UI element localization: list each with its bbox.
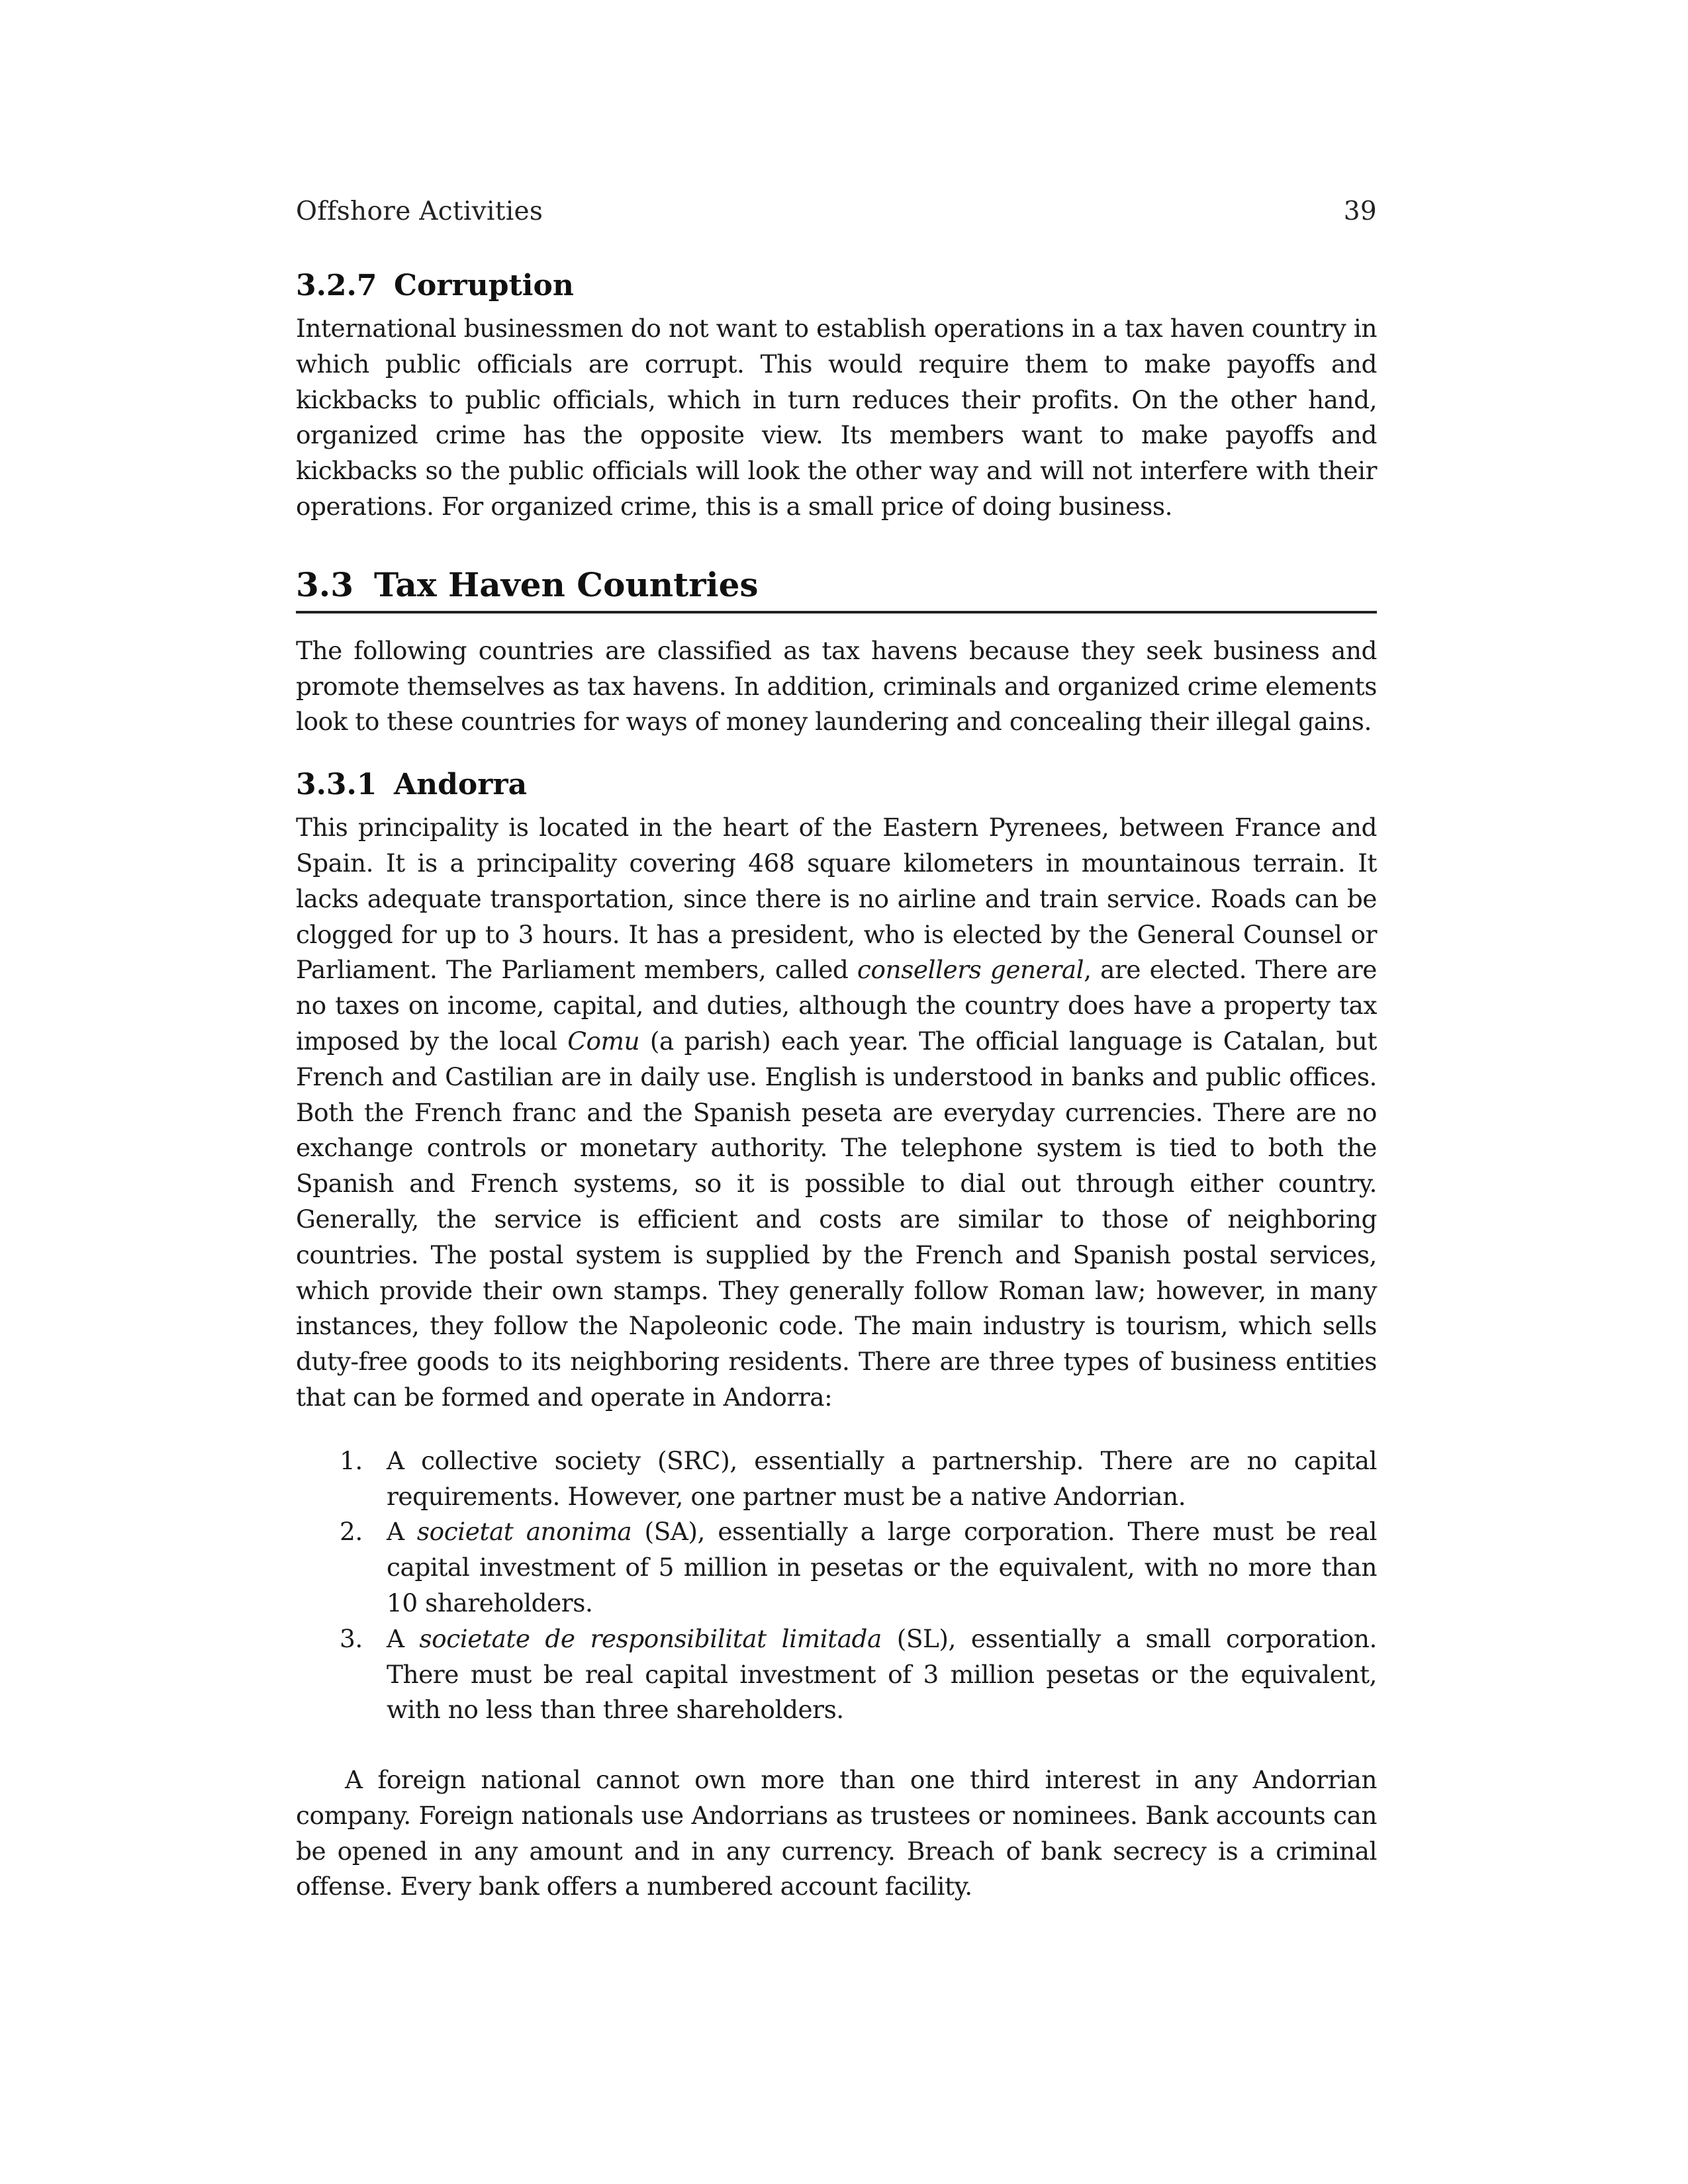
heading-title: Tax Haven Countries bbox=[374, 565, 759, 604]
list-marker: 1. bbox=[340, 1445, 363, 1475]
running-header bbox=[296, 192, 1377, 232]
text-run: , are elected. There are no taxes on income, capital, and duties, although the country does have a property tax imposed by the local bbox=[296, 955, 1377, 1056]
italic-term: consellers general bbox=[857, 955, 1084, 985]
tax-havens-paragraph: The following countries are classified as tax havens because they seek business and promote themselves as tax havens. In addition, criminals and organized crime elements look to these countries for ways of money laundering and concealing their illegal gains. bbox=[296, 635, 1377, 737]
italic-term: societat anonima bbox=[416, 1517, 632, 1547]
list-item bbox=[296, 1443, 1377, 1515]
text-run: A bbox=[387, 1623, 420, 1653]
heading-number: 3.3.1 bbox=[296, 768, 377, 802]
andorra-paragraph bbox=[296, 810, 1377, 1416]
heading-number: 3.2.7 bbox=[296, 269, 377, 302]
list-marker: 3. bbox=[340, 1623, 363, 1653]
text-run: (a parish) each year. The official language is Catalan, but French and Castilian are in daily use. English is understood in banks and public offices. Both the French franc and the Spanish peseta are everyday currencies. There are no exchange controls or monetary authority. The telephone system is tied to both the Spanish and French systems, so it is possible to dial out through either country. Generally, the service is efficient and costs are similar to those of neighboring countries. The postal system is supplied by the French and Spanish postal services, which provide their own stamps. They generally follow Roman law; however, in many instances, they follow the Napoleonic code. The main industry is tourism, which sells duty-free goods to its neighboring residents. There are three types of business entities that can be formed and operate in Andorra: bbox=[296, 1026, 1377, 1412]
italic-term: Comu bbox=[567, 1026, 640, 1056]
corruption-paragraph: International businessmen do not want to establish operations in a tax haven country in which public officials are corrupt. This would require them to make payoffs and kickbacks to public officials, which in turn reduces their profits. On the other hand, organized crime has the opposite view. Its members want to make payoffs and kickbacks so the public officials will look the other way and will not interfere with their operations. For organized crime, this is a small price of doing business. bbox=[296, 314, 1377, 521]
text-run: (SA), essentially a large corporation. There must be real capital investment of 5 million in pesetas or the equivalent, with no more than 10 shareholders. bbox=[387, 1517, 1377, 1617]
heading-title: Corruption bbox=[394, 269, 574, 302]
text-run: (SL), essentially a small corporation. There must be real capital investment of 3 million pesetas or the equivalent, with no less than three shareholders. bbox=[387, 1623, 1377, 1725]
italic-term: societate de responsibilitat limitada bbox=[419, 1623, 882, 1653]
list-marker: 2. bbox=[340, 1517, 363, 1547]
text-run: This principality is located in the heart of the Eastern Pyrenees, between France and Spain. It is a principality covering 468 square kilometers in mountainous terrain. It lacks adequate transportation, since there is no airline and train service. Roads can be clogged for up to 3 hours. It has a president, who is elected by the General Counsel or Parliament. The Parliament members, called bbox=[296, 813, 1377, 985]
page-number: 39 bbox=[1343, 197, 1377, 226]
heading-corruption bbox=[296, 266, 1377, 306]
closing-paragraph: A foreign national cannot own more than one third interest in any Andorrian company. Foreign nationals use Andorrians as trustees or nominees. Bank accounts can be opened in any amount and in any currency. Breach of bank secrecy is a criminal offense. Every bank offers a numbered account facility. bbox=[296, 1765, 1377, 1901]
heading-andorra bbox=[296, 765, 1377, 805]
text-run: A bbox=[387, 1517, 417, 1547]
list-item bbox=[296, 1514, 1377, 1621]
heading-number: 3.3 bbox=[296, 565, 353, 604]
list-item-text: A collective society (SRC), essentially a partnership. There are no capital requirements. However, one partner must be a native Andorrian. bbox=[387, 1445, 1377, 1511]
business-entities-list bbox=[296, 1443, 1377, 1728]
heading-tax-haven-countries bbox=[296, 563, 1377, 614]
heading-title: Andorra bbox=[394, 768, 528, 802]
book-page bbox=[296, 192, 1377, 1905]
running-title: Offshore Activities bbox=[296, 197, 543, 226]
list-item bbox=[296, 1621, 1377, 1728]
